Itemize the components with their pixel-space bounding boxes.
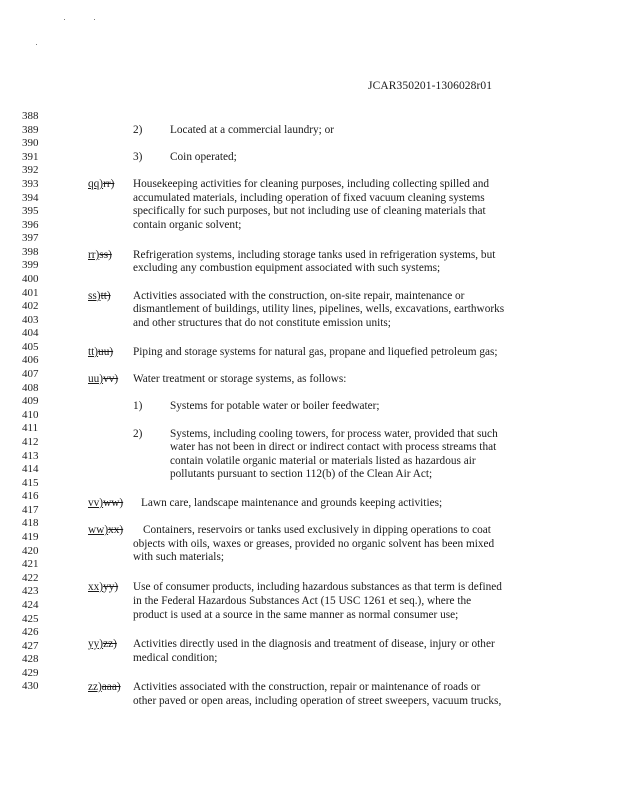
item-label [88, 638, 117, 651]
line-number: 429 [22, 666, 39, 679]
scan-speck [36, 44, 37, 45]
item-text-line: with such materials; [133, 551, 224, 563]
item-text-line: excluding any combustion equipment associated with such systems; [133, 262, 441, 274]
item-text-line: medical condition; [133, 652, 218, 664]
line-number: 403 [22, 313, 39, 326]
line-number: 397 [22, 232, 39, 245]
line-number: 399 [22, 259, 39, 272]
item-text-line: Piping and storage systems for natural gas, propane and liquefied petroleum gas; [133, 346, 498, 358]
item-label [88, 373, 118, 386]
sub-item-number: 2) [133, 124, 143, 136]
line-number: 416 [22, 490, 39, 503]
new-label: qq) [88, 178, 104, 190]
line-number: 419 [22, 531, 39, 543]
new-label: uu) [88, 373, 104, 385]
sub-item-text: Coin operated; [170, 151, 237, 163]
struck-label: xx) [108, 524, 124, 536]
struck-label: aaa) [101, 681, 121, 693]
line-number: 414 [22, 463, 39, 476]
line-number: 407 [22, 368, 39, 380]
struck-label: yy) [103, 581, 119, 593]
line-number: 400 [22, 273, 39, 285]
line-number: 388 [22, 110, 39, 122]
struck-label: ss) [99, 249, 112, 261]
line-number: 392 [22, 164, 39, 177]
line-number: 402 [22, 300, 39, 313]
line-number: 394 [22, 191, 39, 204]
struck-label: vv) [103, 373, 119, 385]
new-label: xx) [88, 581, 104, 593]
item-text-line: objects with oils, waxes or greases, provided no organic solvent has been mixed [133, 538, 495, 550]
item-text-line: Activities directly used in the diagnosis and treatment of disease, injury or other [133, 638, 495, 650]
item-text-line: Water treatment or storage systems, as follows: [133, 373, 347, 385]
sub-item-number: 1) [133, 400, 143, 412]
line-number: 393 [22, 177, 39, 190]
item-text-line: Activities associated with the construction, repair or maintenance of roads or [133, 681, 481, 693]
line-number: 430 [22, 680, 39, 693]
line-number: 401 [22, 286, 39, 299]
line-number: 427 [22, 639, 39, 652]
new-label: ss) [88, 290, 101, 302]
struck-label: zz) [103, 638, 117, 650]
line-number: 428 [22, 653, 39, 666]
item-label [88, 346, 113, 359]
scan-speck [94, 19, 95, 20]
sub-item-text: Located at a commercial laundry; or [170, 124, 335, 136]
line-number: 406 [22, 354, 39, 367]
struck-label: uu) [98, 346, 114, 358]
new-label: yy) [88, 638, 104, 650]
document-reference: JCAR350201-1306028r01 [368, 80, 493, 92]
line-number: 413 [22, 449, 39, 462]
line-number: 396 [22, 218, 39, 231]
line-number: 418 [22, 517, 39, 530]
line-number: 417 [22, 503, 39, 516]
item-text-line: Containers, reservoirs or tanks used exclusively in dipping operations to coat [143, 524, 491, 536]
sub-item-text: Systems for potable water or boiler feedwater; [170, 400, 380, 412]
sub-item-number: 2) [133, 428, 143, 440]
item-label [88, 681, 121, 694]
new-label: vv) [88, 497, 104, 509]
item-label [88, 497, 123, 510]
sub-item-text: water has not been in direct or indirect contact with process streams that [170, 441, 497, 453]
item-label [88, 290, 111, 303]
line-number: 412 [22, 435, 39, 448]
sub-item-text: contain volatile organic material or materials listed as hazardous air [170, 455, 476, 467]
new-label: ww) [88, 524, 109, 536]
line-number: 415 [22, 476, 39, 489]
line-number: 390 [22, 137, 39, 150]
line-number: 410 [22, 408, 39, 421]
new-label: zz) [88, 681, 102, 693]
item-text-line: product is used at a source in the same manner as normal consumer use; [133, 609, 459, 621]
line-number: 389 [22, 123, 39, 136]
line-number: 422 [22, 571, 39, 584]
item-label [88, 581, 118, 594]
item-text-line: dismantlement of buildings, utility lines, pipelines, wells, excavations, earthworks [133, 303, 505, 315]
line-number: 404 [22, 327, 39, 340]
item-text-line: Lawn care, landscape maintenance and grounds keeping activities; [141, 497, 443, 509]
line-number: 421 [22, 558, 39, 571]
line-number: 424 [22, 598, 39, 611]
item-text-line: other paved or open areas, including operation of street sweepers, vacuum trucks, [133, 695, 502, 707]
new-label: tt) [88, 346, 99, 358]
line-number: 408 [22, 381, 39, 394]
item-text-line: Refrigeration systems, including storage tanks used in refrigeration systems, but [133, 249, 496, 261]
line-number: 398 [22, 245, 39, 258]
item-text-line: Activities associated with the construction, on-site repair, maintenance or [133, 290, 465, 302]
line-number: 423 [22, 585, 39, 598]
item-text-line: and other structures that do not constitute emission units; [133, 317, 391, 329]
sub-item-number: 3) [133, 151, 143, 163]
line-number: 391 [22, 150, 39, 163]
sub-item-text: pollutants pursuant to section 112(b) of the Clean Air Act; [170, 468, 433, 480]
item-text-line: in the Federal Hazardous Substances Act (15 USC 1261 et seq.), where the [133, 595, 472, 607]
item-text-line: Use of consumer products, including hazardous substances as that term is defined [133, 581, 502, 593]
struck-label: ww) [103, 497, 124, 509]
item-label [88, 178, 114, 191]
sub-item-text: Systems, including cooling towers, for process water, provided that such [170, 428, 498, 440]
scan-speck [64, 19, 65, 20]
line-number: 411 [22, 422, 39, 435]
line-number: 409 [22, 395, 39, 408]
item-text-line: contain organic solvent; [133, 219, 242, 231]
item-text-line: accumulated materials, including operation of fixed vacuum cleaning systems [133, 192, 485, 204]
line-number: 420 [22, 544, 39, 557]
line-number: 425 [22, 612, 39, 625]
item-text-line: specifically for such purposes, but not including use of cleaning materials that [133, 205, 486, 217]
item-text-line: Housekeeping activities for cleaning purposes, including collecting spilled and [133, 178, 490, 190]
line-number: 405 [22, 340, 39, 353]
item-label [88, 524, 123, 537]
struck-label: tt) [100, 290, 111, 302]
item-label [88, 249, 112, 262]
line-number: 426 [22, 626, 39, 638]
struck-label: rr) [103, 178, 115, 190]
new-label: rr) [88, 249, 100, 261]
line-number: 395 [22, 205, 39, 218]
